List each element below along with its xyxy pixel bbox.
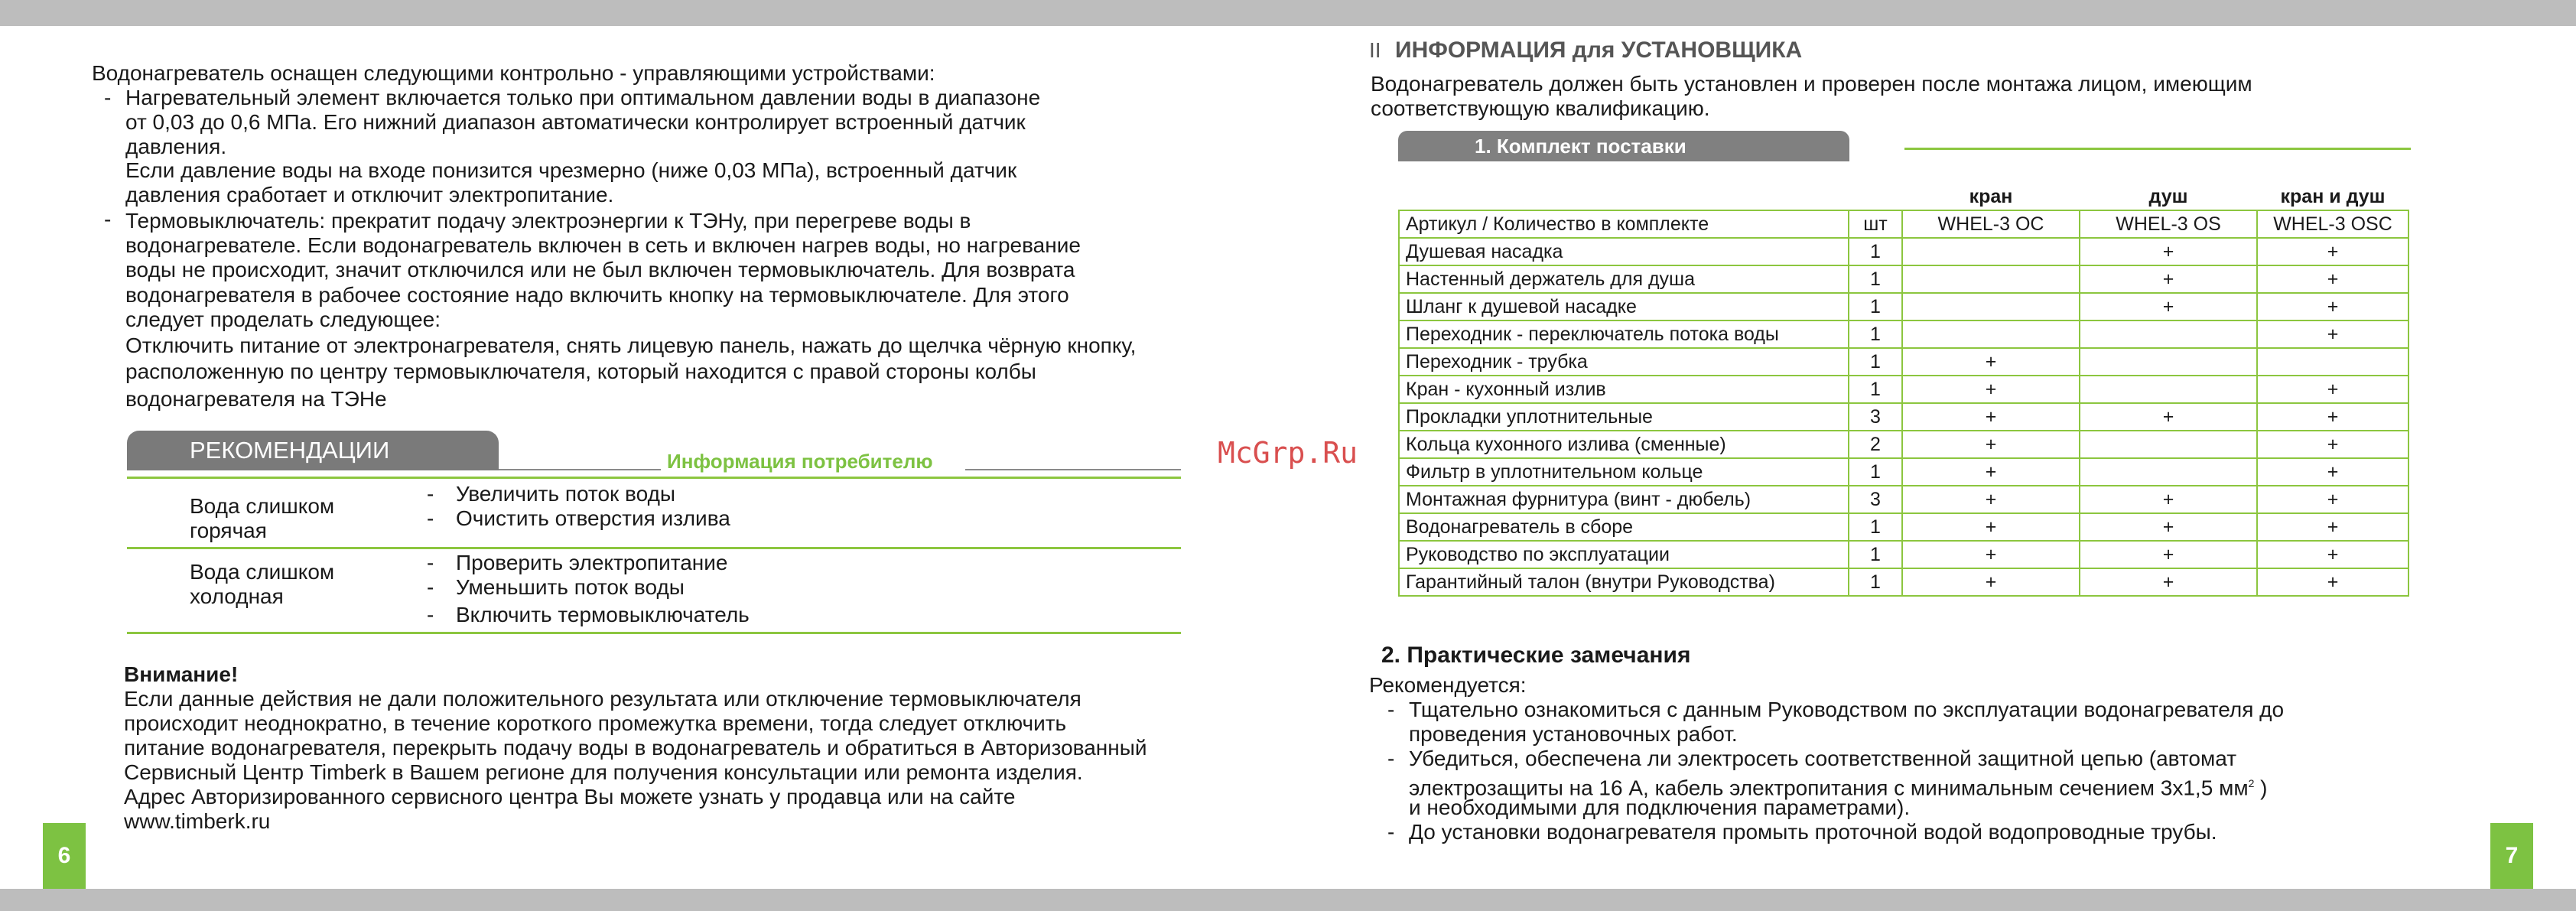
- kit-row: [1399, 238, 2408, 265]
- attention-title: Внимание!: [124, 662, 239, 686]
- kit-item-qty: 3: [1849, 403, 1902, 431]
- reco-problem: холодная: [190, 584, 284, 608]
- attention-line: питание водонагревателя, перекрыть подачу воды в водонагреватель и обратиться в Авторизованный: [124, 736, 1147, 760]
- kit-header-rule: [1904, 148, 2411, 150]
- kit-item-qty: 1: [1849, 293, 1902, 320]
- kit-col-header: WHEL-3 OS: [2080, 210, 2257, 238]
- kit-item-qty: 1: [1849, 265, 1902, 293]
- bullet-dash: -: [1387, 747, 1395, 770]
- kit-item-mark: [2257, 348, 2408, 376]
- remark-line: проведения установочных работ.: [1409, 722, 1738, 746]
- bottom-gray-bar: [0, 889, 2576, 911]
- kit-item-mark: +: [2257, 431, 2408, 458]
- kit-item-mark: [2080, 458, 2257, 486]
- kit-item-mark: [2080, 376, 2257, 403]
- kit-item-qty: 1: [1849, 541, 1902, 568]
- kit-item-mark: [1902, 293, 2080, 320]
- kit-item-mark: +: [2257, 403, 2408, 431]
- page-number-left: 6: [43, 823, 86, 889]
- kit-item-mark: +: [1902, 541, 2080, 568]
- kit-item-qty: 1: [1849, 513, 1902, 541]
- kit-item-name: Переходник - трубка: [1399, 348, 1849, 376]
- bullet-dash: -: [427, 575, 434, 599]
- kit-item-mark: +: [2257, 238, 2408, 265]
- kit-item-mark: +: [2080, 403, 2257, 431]
- bullet-dash: -: [1387, 698, 1395, 721]
- section-title: ИНФОРМАЦИЯ для УСТАНОВЩИКА: [1395, 37, 1803, 63]
- kit-item-mark: [1902, 238, 2080, 265]
- item1-line: давления сработает и отключит электропитание.: [125, 183, 614, 207]
- attention-line: Сервисный Центр Timberk в Вашем регионе для получения консультации или ремонта изделия.: [124, 760, 1083, 784]
- top-gray-bar: [0, 0, 2576, 26]
- reco-action: Включить термовыключатель: [456, 603, 750, 626]
- installer-intro-line: соответствующую квалификацию.: [1371, 96, 1710, 120]
- item2-line: водонагревателя в рабочее состояние надо включить кнопку на термовыключателе. Для этого: [125, 283, 1069, 307]
- kit-col-header: WHEL-3 OSC: [2257, 210, 2408, 238]
- kit-item-qty: 2: [1849, 431, 1902, 458]
- kit-item-name: Монтажная фурнитура (винт - дюбель): [1399, 486, 1849, 513]
- kit-item-name: Кольца кухонного излива (сменные): [1399, 431, 1849, 458]
- kit-item-qty: 1: [1849, 458, 1902, 486]
- reco-problem: Вода слишком: [190, 560, 335, 584]
- remark-line: Убедиться, обеспечена ли электросеть соответственной защитной цепью (автомат: [1409, 747, 2237, 770]
- kit-item-mark: +: [2257, 458, 2408, 486]
- remark-line: электрозащиты на 16 А, кабель электропитания с минимальным сечением 3х1,5 $мм^2$ ): [1409, 776, 2268, 800]
- kit-row: [1399, 265, 2408, 293]
- kit-row: [1399, 568, 2408, 596]
- item2-line: водонагревателе. Если водонагреватель включен в сеть и включен нагрев воды, но нагревание: [125, 233, 1081, 257]
- kit-item-mark: +: [2080, 293, 2257, 320]
- kit-item-mark: +: [2257, 568, 2408, 596]
- bullet-dash: -: [427, 482, 434, 506]
- item1-line: от 0,03 до 0,6 МПа. Его нижний диапазон автоматически контролирует встроенный датчик: [125, 110, 1026, 134]
- watermark: McGrp.Ru: [1218, 436, 1358, 470]
- kit-row: [1399, 541, 2408, 568]
- intro-text: Водонагреватель оснащен следующими контрольно - управляющими устройствами:: [92, 61, 935, 85]
- kit-item-mark: +: [2080, 513, 2257, 541]
- kit-item-mark: +: [2080, 568, 2257, 596]
- kit-item-mark: +: [1902, 431, 2080, 458]
- kit-item-mark: +: [2257, 486, 2408, 513]
- kit-item-mark: +: [2080, 265, 2257, 293]
- kit-row: [1399, 293, 2408, 320]
- recommendations-tab: РЕКОМЕНДАЦИИ: [127, 431, 499, 470]
- reco-action: Уменьшить поток воды: [456, 575, 685, 599]
- reco-action: Увеличить поток воды: [456, 482, 676, 506]
- kit-item-mark: +: [1902, 486, 2080, 513]
- kit-row: [1399, 431, 2408, 458]
- kit-item-qty: 1: [1849, 320, 1902, 348]
- item2-line: следует проделать следующее:: [125, 307, 441, 331]
- kit-item-name: Прокладки уплотнительные: [1399, 403, 1849, 431]
- kit-column-header-row: [1399, 210, 2408, 238]
- kit-row: [1399, 458, 2408, 486]
- kit-item-mark: +: [1902, 458, 2080, 486]
- section-marker: II: [1369, 38, 1381, 62]
- bullet-dash: -: [1387, 820, 1395, 844]
- reco-bottom-rule: [127, 632, 1181, 634]
- kit-item-mark: +: [2257, 541, 2408, 568]
- reco-action: Очистить отверстия излива: [456, 506, 730, 530]
- kit-item-mark: +: [2080, 486, 2257, 513]
- superscript: 2: [2248, 777, 2255, 789]
- page-number-right: 7: [2490, 823, 2533, 889]
- reco-problem: Вода слишком: [190, 494, 335, 518]
- remarks-title: 2. Практические замечания: [1381, 643, 1691, 668]
- kit-item-mark: +: [2080, 238, 2257, 265]
- kit-item-mark: [2080, 320, 2257, 348]
- item2-line: Отключить питание от электронагревателя, снять лицевую панель, нажать до щелчка чёрную кнопку,: [125, 333, 1137, 357]
- kit-row: [1399, 320, 2408, 348]
- kit-item-mark: [2080, 348, 2257, 376]
- kit-item-name: Руководство по эксплуатации: [1399, 541, 1849, 568]
- bullet-dash: -: [427, 506, 434, 530]
- kit-item-mark: +: [2257, 265, 2408, 293]
- item2-line: Термовыключатель: прекратит подачу электроэнергии к ТЭНу, при перегреве воды в: [125, 209, 971, 233]
- kit-item-mark: +: [1902, 376, 2080, 403]
- kit-item-mark: +: [2080, 541, 2257, 568]
- kit-item-mark: +: [2257, 320, 2408, 348]
- kit-row: [1399, 403, 2408, 431]
- kit-row: [1399, 513, 2408, 541]
- bullet-dash: -: [104, 86, 112, 109]
- reco-top-rule: [127, 477, 1181, 479]
- kit-item-name: Водонагреватель в сборе: [1399, 513, 1849, 541]
- kit-col-header: WHEL-3 OC: [1902, 210, 2080, 238]
- kit-item-mark: +: [1902, 403, 2080, 431]
- consumer-info-label: Информация потребителю: [667, 450, 933, 473]
- reco-action: Проверить электропитание: [456, 551, 728, 574]
- kit-item-qty: 1: [1849, 238, 1902, 265]
- kit-row: [1399, 376, 2408, 403]
- kit-item-mark: +: [2257, 376, 2408, 403]
- kit-top-header: душ: [2080, 184, 2257, 210]
- kit-col-header: Артикул / Количество в комплекте: [1399, 210, 1849, 238]
- kit-item-qty: 3: [1849, 486, 1902, 513]
- attention-line: происходит неоднократно, в течение короткого промежутка времени, тогда следует отключить: [124, 711, 1067, 735]
- remark-line: До установки водонагревателя промыть проточной водой водопроводные трубы.: [1409, 820, 2217, 844]
- item1-line: Нагревательный элемент включается только при оптимальном давлении воды в диапазоне: [125, 86, 1041, 109]
- kit-item-name: Шланг к душевой насадке: [1399, 293, 1849, 320]
- item1-line: давления.: [125, 135, 227, 158]
- kit-item-qty: 1: [1849, 348, 1902, 376]
- bullet-dash: -: [427, 603, 434, 626]
- kit-item-mark: [1902, 320, 2080, 348]
- kit-row: [1399, 348, 2408, 376]
- kit-item-name: Переходник - переключатель потока воды: [1399, 320, 1849, 348]
- bullet-dash: -: [104, 207, 112, 231]
- kit-item-mark: +: [2257, 513, 2408, 541]
- divider: [965, 469, 1181, 470]
- kit-item-mark: +: [1902, 568, 2080, 596]
- kit-table: [1398, 184, 2409, 597]
- kit-item-mark: +: [2257, 293, 2408, 320]
- kit-row: [1399, 486, 2408, 513]
- remark-line: Тщательно ознакомиться с данным Руководством по эксплуатации водонагревателя до: [1409, 698, 2285, 721]
- kit-item-qty: 1: [1849, 376, 1902, 403]
- attention-line: www.timberk.ru: [124, 809, 271, 833]
- kit-title-tab: 1. Комплект поставки: [1398, 131, 1849, 161]
- kit-item-qty: 1: [1849, 568, 1902, 596]
- kit-item-mark: [2080, 431, 2257, 458]
- attention-line: Адрес Авторизированного сервисного центра Вы можете узнать у продавца или на сайте: [124, 785, 1016, 809]
- divider: [499, 469, 661, 470]
- kit-top-header: кран: [1902, 184, 2080, 210]
- kit-top-header: кран и душ: [2257, 184, 2408, 210]
- kit-item-name: Настенный держатель для душа: [1399, 265, 1849, 293]
- kit-item-name: Кран - кухонный излив: [1399, 376, 1849, 403]
- installer-intro-line: Водонагреватель должен быть установлен и проверен после монтажа лицом, имеющим: [1371, 72, 2252, 96]
- reco-mid-rule: [127, 547, 1181, 549]
- kit-item-name: Гарантийный талон (внутри Руководства): [1399, 568, 1849, 596]
- reco-problem: горячая: [190, 519, 267, 542]
- kit-item-mark: +: [1902, 348, 2080, 376]
- kit-item-mark: +: [1902, 513, 2080, 541]
- remark-line: и необходимыми для подключения параметрами).: [1409, 795, 1911, 819]
- item1-line: Если давление воды на входе понизится чрезмерно (ниже 0,03 МПа), встроенный датчик: [125, 158, 1017, 182]
- kit-item-mark: [1902, 265, 2080, 293]
- attention-line: Если данные действия не дали положительного результата или отключение термовыключателя: [124, 687, 1081, 711]
- kit-col-header: шт: [1849, 210, 1902, 238]
- remarks-lead: Рекомендуется:: [1369, 673, 1527, 697]
- item2-line: воды не происходит, значит отключился или не был включен термовыключатель. Для возврата: [125, 258, 1075, 281]
- item2-line: расположенную по центру термовыключателя, который находится с правой стороны колбы: [125, 360, 1036, 383]
- bullet-dash: -: [427, 551, 434, 574]
- item2-line: водонагревателя на ТЭНе: [125, 387, 387, 411]
- kit-item-name: Душевая насадка: [1399, 238, 1849, 265]
- kit-item-name: Фильтр в уплотнительном кольце: [1399, 458, 1849, 486]
